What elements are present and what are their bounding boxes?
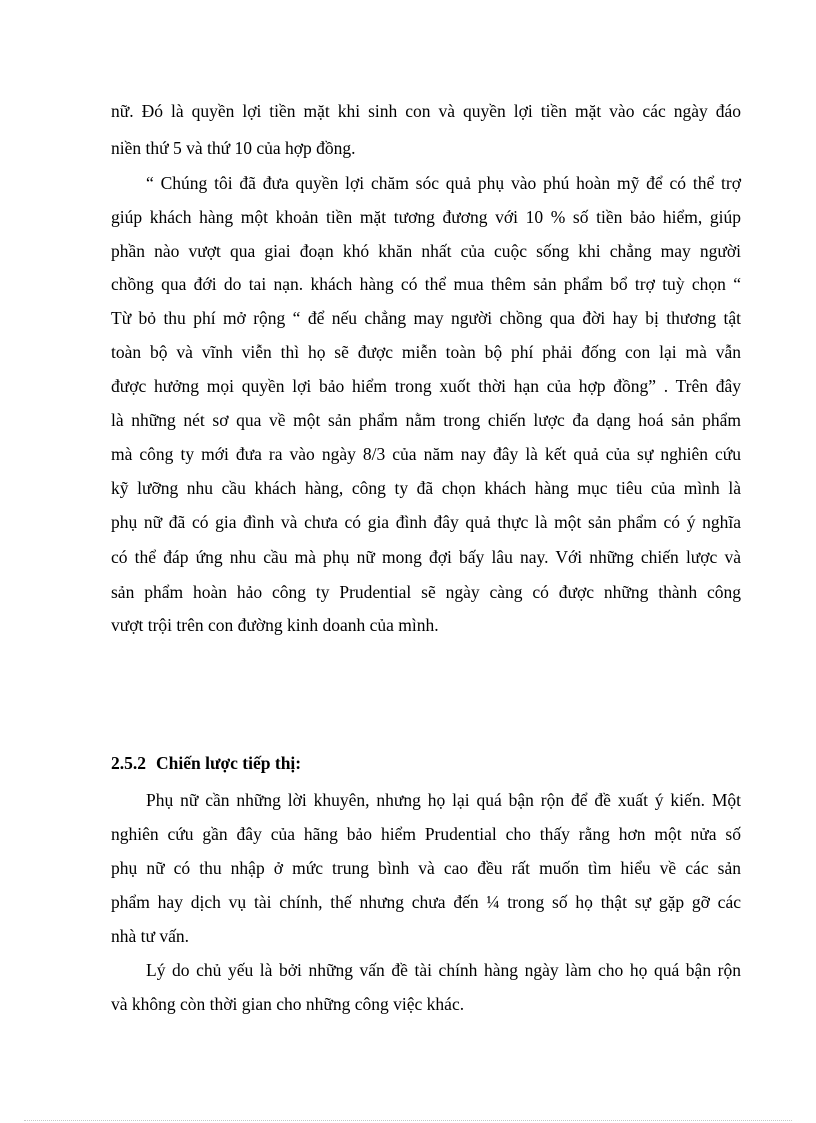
section-number: 2.5.2 (111, 753, 146, 773)
paragraph1-line: nữ. Đó là quyền lợi tiền mặt khi sinh con và quyền lợi tiền mặt vào các ngày đáo (111, 101, 741, 121)
paragraph2-line: phụ nữ đã có gia đình và chưa có gia đình đây quả thực là một sản phẩm có ý nghĩa (111, 512, 741, 532)
paragraph3-line: phụ nữ có thu nhập ở mức trung bình và cao đều rất muốn tìm hiểu về các sản (111, 858, 741, 878)
paragraph2-line: là những nét sơ qua về một sản phẩm nằm trong chiến lược đa dạng hoá sản phẩm (111, 410, 741, 430)
paragraph3-line: nhà tư vấn. (111, 926, 190, 946)
paragraph2-line: được hưởng mọi quyền lợi bảo hiểm trong xuốt thời hạn của hợp đồng” . Trên đây (111, 376, 741, 396)
paragraph2-line: vượt trội trên con đường kinh doanh của mình. (111, 615, 439, 635)
paragraph2-line: phần nào vượt qua giai đoạn khó khăn nhất của cuộc sống khi chẳng may người (111, 241, 741, 261)
section-heading (111, 752, 301, 774)
paragraph1-line: niền thứ 5 và thứ 10 của hợp đồng. (111, 138, 356, 158)
paragraph4-line: Lý do chủ yếu là bởi những vấn đề tài chính hàng ngày làm cho họ quá bận rộn (146, 960, 741, 980)
paragraph2-line: có thể đáp ứng nhu cầu mà phụ nữ mong đợi bấy lâu nay. Với những chiến lược và (111, 547, 741, 567)
paragraph4-line: và không còn thời gian cho những công việc khác. (111, 994, 465, 1014)
paragraph2-line: sản phẩm hoàn hảo công ty Prudential sẽ ngày càng có được những thành công (111, 582, 741, 602)
paragraph2-line: kỹ lưỡng nhu cầu khách hàng, công ty đã chọn khách hàng mục tiêu của mình là (111, 478, 741, 498)
paragraph2-line: “ Chúng tôi đã đưa quyền lợi chăm sóc quả phụ vào phú hoàn mỹ để có thể trợ (146, 173, 741, 193)
paragraph3-line: phẩm hay dịch vụ tài chính, thế nhưng chưa đến ¼ trong số họ thật sự gặp gỡ các (111, 892, 741, 912)
section-title: Chiến lược tiếp thị: (156, 753, 302, 773)
paragraph2-line: giúp khách hàng một khoản tiền mặt tương đương với 10 % số tiền bảo hiểm, giúp (111, 207, 741, 227)
page-bottom-rule (24, 1120, 792, 1121)
paragraph3-line: Phụ nữ cần những lời khuyên, nhưng họ lại quá bận rộn để đề xuất ý kiến. Một (146, 790, 741, 810)
paragraph2-line: toàn bộ và vĩnh viễn thì họ sẽ được miễn toàn bộ phí phải đống con lại mà vẫn (111, 342, 741, 362)
paragraph2-line: Từ bỏ thu phí mở rộng “ để nếu chẳng may người chồng qua đời hay bị thương tật (111, 308, 741, 328)
paragraph3-line: nghiên cứu gần đây của hãng bảo hiểm Prudential cho thấy rằng hơn một nửa số (111, 824, 741, 844)
paragraph2-line: mà công ty mới đưa ra vào ngày 8/3 của năm nay đây là kết quả của sự nghiên cứu (111, 444, 741, 464)
paragraph2-line: chồng qua đới do tai nạn. khách hàng có thể mua thêm sản phẩm bổ trợ tuỳ chọn “ (111, 274, 741, 294)
